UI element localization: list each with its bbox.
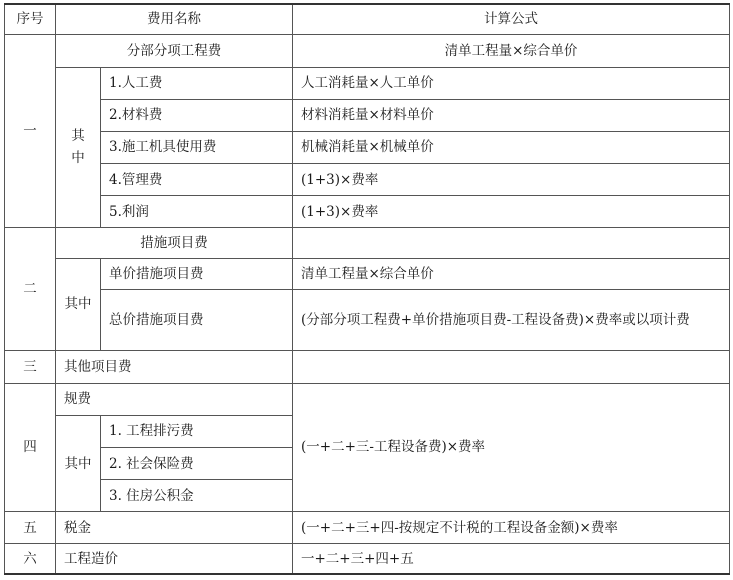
section-four-item-name: 3. 住房公积金 (101, 480, 293, 512)
section-four-item-name: 1. 工程排污费 (101, 415, 293, 447)
section-six-title: 工程造价 (56, 544, 293, 574)
table-row (5, 290, 730, 350)
header-name: 费用名称 (56, 4, 293, 34)
section-four-sub-label: 其中 (56, 415, 101, 511)
section-one-title: 分部分项工程费 (56, 34, 293, 67)
section-four-title: 规费 (56, 383, 293, 415)
section-three-title: 其他项目费 (56, 350, 293, 383)
table-row (5, 67, 730, 99)
header-formula: 计算公式 (293, 4, 730, 34)
section-one-item-formula: 人工消耗量×人工单价 (293, 67, 730, 99)
section-three-row (5, 350, 730, 383)
table-row (5, 164, 730, 196)
header-row (5, 4, 730, 34)
section-two-sub-label: 其中 (56, 259, 101, 350)
section-four-title-row (5, 383, 730, 415)
section-one-item-name: 3.施工机具使用费 (101, 131, 293, 163)
section-two-title-row (5, 228, 730, 259)
table-row (5, 99, 730, 131)
section-two-item-name: 单价措施项目费 (101, 259, 293, 290)
section-one-item-formula: (1+3)×费率 (293, 196, 730, 228)
section-four-formula: (一+二+三-工程设备费)×费率 (293, 383, 730, 511)
fee-calculation-table (4, 3, 730, 575)
section-two-seq: 二 (5, 228, 56, 350)
section-one-item-name: 2.材料费 (101, 99, 293, 131)
section-two-item-name: 总价措施项目费 (101, 290, 293, 350)
section-one-item-name: 1.人工费 (101, 67, 293, 99)
section-five-title: 税金 (56, 512, 293, 544)
section-six-formula: 一+二+三+四+五 (293, 544, 730, 574)
section-six-seq: 六 (5, 544, 56, 574)
section-two-title: 措施项目费 (56, 228, 293, 259)
section-four-seq: 四 (5, 383, 56, 511)
section-two-title-formula (293, 228, 730, 259)
section-five-seq: 五 (5, 512, 56, 544)
section-one-seq: 一 (5, 34, 56, 228)
section-three-seq: 三 (5, 350, 56, 383)
table-row (5, 259, 730, 290)
section-one-item-name: 4.管理费 (101, 164, 293, 196)
section-one-item-formula: 机械消耗量×机械单价 (293, 131, 730, 163)
section-one-item-formula: 材料消耗量×材料单价 (293, 99, 730, 131)
section-six-row (5, 544, 730, 574)
section-five-row (5, 512, 730, 544)
section-one-title-row (5, 34, 730, 67)
section-three-formula (293, 350, 730, 383)
table-row (5, 131, 730, 163)
section-one-sub-label (56, 67, 101, 228)
section-five-formula: (一+二+三+四-按规定不计税的工程设备金额)×费率 (293, 512, 730, 544)
section-one-title-formula: 清单工程量×综合单价 (293, 34, 730, 67)
section-two-item-formula: 清单工程量×综合单价 (293, 259, 730, 290)
section-one-sub-label-text: 其中 (71, 128, 85, 167)
section-one-item-formula: (1+3)×费率 (293, 164, 730, 196)
table-row (5, 196, 730, 228)
section-one-item-name: 5.利润 (101, 196, 293, 228)
section-four-item-name: 2. 社会保险费 (101, 447, 293, 479)
header-seq: 序号 (5, 4, 56, 34)
section-two-item-formula: (分部分项工程费+单价措施项目费-工程设备费)×费率或以项计费 (293, 290, 730, 350)
